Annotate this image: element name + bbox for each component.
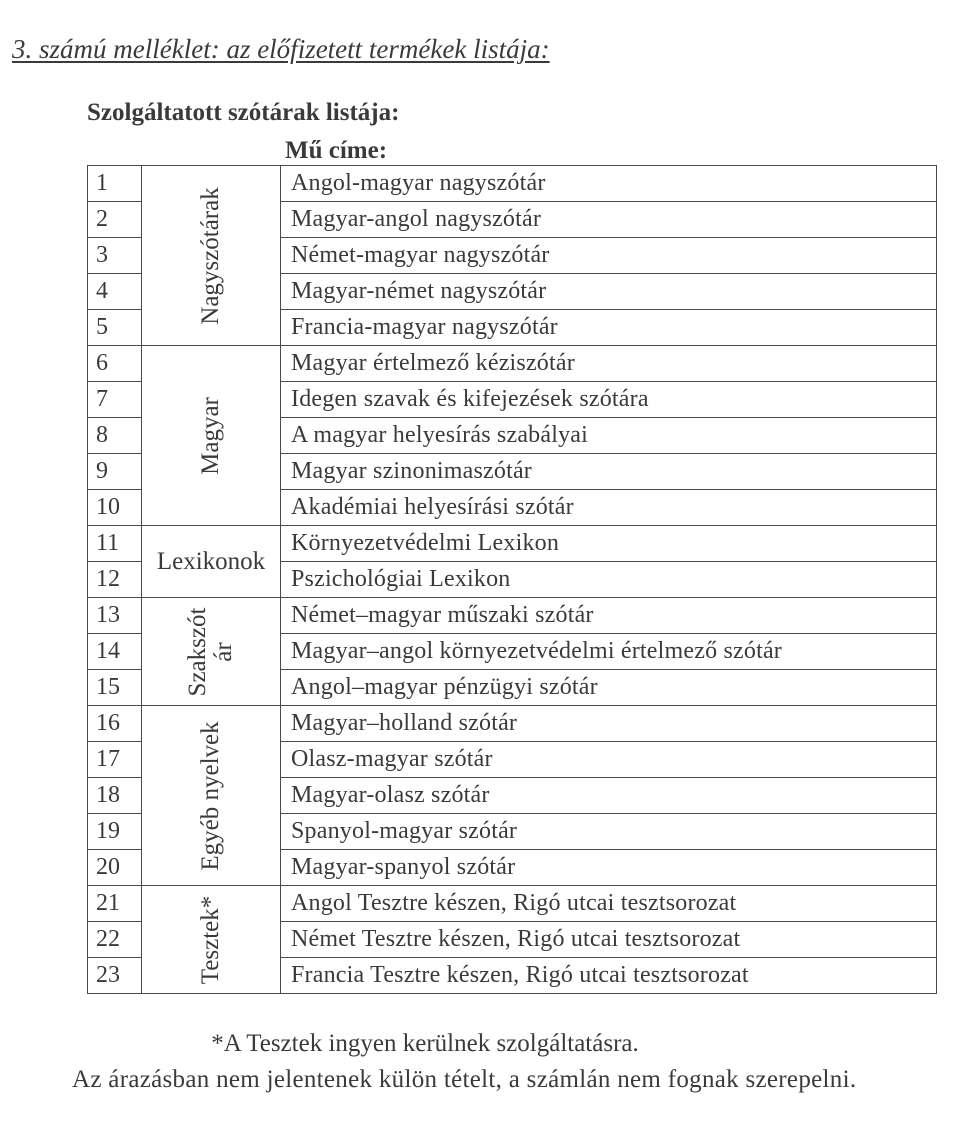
row-number: 8 xyxy=(88,418,142,454)
work-title: A magyar helyesírás szabályai xyxy=(281,418,937,454)
work-title: Német-magyar nagyszótár xyxy=(281,238,937,274)
table-row xyxy=(88,526,937,562)
work-title: Angol-magyar nagyszótár xyxy=(281,166,937,202)
category-cell xyxy=(142,166,281,346)
work-title: Magyar-spanyol szótár xyxy=(281,850,937,886)
row-number: 15 xyxy=(88,670,142,706)
footnote-free-tests: *A Tesztek ingyen kerülnek szolgáltatásra. xyxy=(211,1030,639,1057)
work-title: Francia Tesztre készen, Rigó utcai tesztsorozat xyxy=(281,958,937,994)
category-cell xyxy=(142,706,281,886)
row-number: 16 xyxy=(88,706,142,742)
work-title: Magyar–holland szótár xyxy=(281,706,937,742)
category-label: Magyar xyxy=(197,396,224,475)
annex-heading: 3. számú melléklet: az előfizetett termékek listája: xyxy=(12,34,550,64)
row-number: 12 xyxy=(88,562,142,598)
row-number: 22 xyxy=(88,922,142,958)
work-title: Magyar értelmező kéziszótár xyxy=(281,346,937,382)
row-number: 14 xyxy=(88,634,142,670)
work-title: Francia-magyar nagyszótár xyxy=(281,310,937,346)
row-number: 3 xyxy=(88,238,142,274)
category-cell xyxy=(142,886,281,994)
row-number: 5 xyxy=(88,310,142,346)
row-number: 11 xyxy=(88,526,142,562)
work-title: Magyar-olasz szótár xyxy=(281,778,937,814)
work-title: Magyar-angol nagyszótár xyxy=(281,202,937,238)
category-label: Tesztek* xyxy=(197,895,224,984)
work-title: Pszichológiai Lexikon xyxy=(281,562,937,598)
category-label: Lexikonok xyxy=(156,547,266,575)
category-cell xyxy=(142,598,281,706)
table-row xyxy=(88,886,937,922)
row-number: 6 xyxy=(88,346,142,382)
row-number: 23 xyxy=(88,958,142,994)
list-subtitle: Szolgáltatott szótárak listája: xyxy=(87,99,400,126)
row-number: 4 xyxy=(88,274,142,310)
work-title: Olasz-magyar szótár xyxy=(281,742,937,778)
row-number: 7 xyxy=(88,382,142,418)
work-title: Magyar-német nagyszótár xyxy=(281,274,937,310)
category-cell xyxy=(142,526,281,598)
row-number: 18 xyxy=(88,778,142,814)
row-number: 9 xyxy=(88,454,142,490)
work-title: Német Tesztre készen, Rigó utcai tesztsorozat xyxy=(281,922,937,958)
work-title: Magyar szinonimaszótár xyxy=(281,454,937,490)
table-row xyxy=(88,706,937,742)
row-number: 2 xyxy=(88,202,142,238)
work-title: Angol–magyar pénzügyi szótár xyxy=(281,670,937,706)
work-title: Magyar–angol környezetvédelmi értelmező szótár xyxy=(281,634,937,670)
category-label: Egyéb nyelvek xyxy=(197,720,224,871)
table-row xyxy=(88,166,937,202)
row-number: 17 xyxy=(88,742,142,778)
category-label: Szakszót ár xyxy=(184,607,237,696)
footnote-pricing: Az árazásban nem jelentenek külön tételt, a számlán nem fognak szerepelni. xyxy=(72,1066,857,1093)
row-number: 19 xyxy=(88,814,142,850)
row-number: 10 xyxy=(88,490,142,526)
row-number: 20 xyxy=(88,850,142,886)
table-row xyxy=(88,346,937,382)
category-cell xyxy=(142,346,281,526)
work-title: Spanyol-magyar szótár xyxy=(281,814,937,850)
work-title: Német–magyar műszaki szótár xyxy=(281,598,937,634)
work-title: Akadémiai helyesírási szótár xyxy=(281,490,937,526)
row-number: 13 xyxy=(88,598,142,634)
row-number: 1 xyxy=(88,166,142,202)
dictionary-table xyxy=(87,165,937,994)
column-title: Mű címe: xyxy=(285,137,388,164)
row-number: 21 xyxy=(88,886,142,922)
work-title: Idegen szavak és kifejezések szótára xyxy=(281,382,937,418)
category-label: Nagyszótárak xyxy=(197,186,224,325)
table-row xyxy=(88,598,937,634)
work-title: Angol Tesztre készen, Rigó utcai tesztsorozat xyxy=(281,886,937,922)
work-title: Környezetvédelmi Lexikon xyxy=(281,526,937,562)
